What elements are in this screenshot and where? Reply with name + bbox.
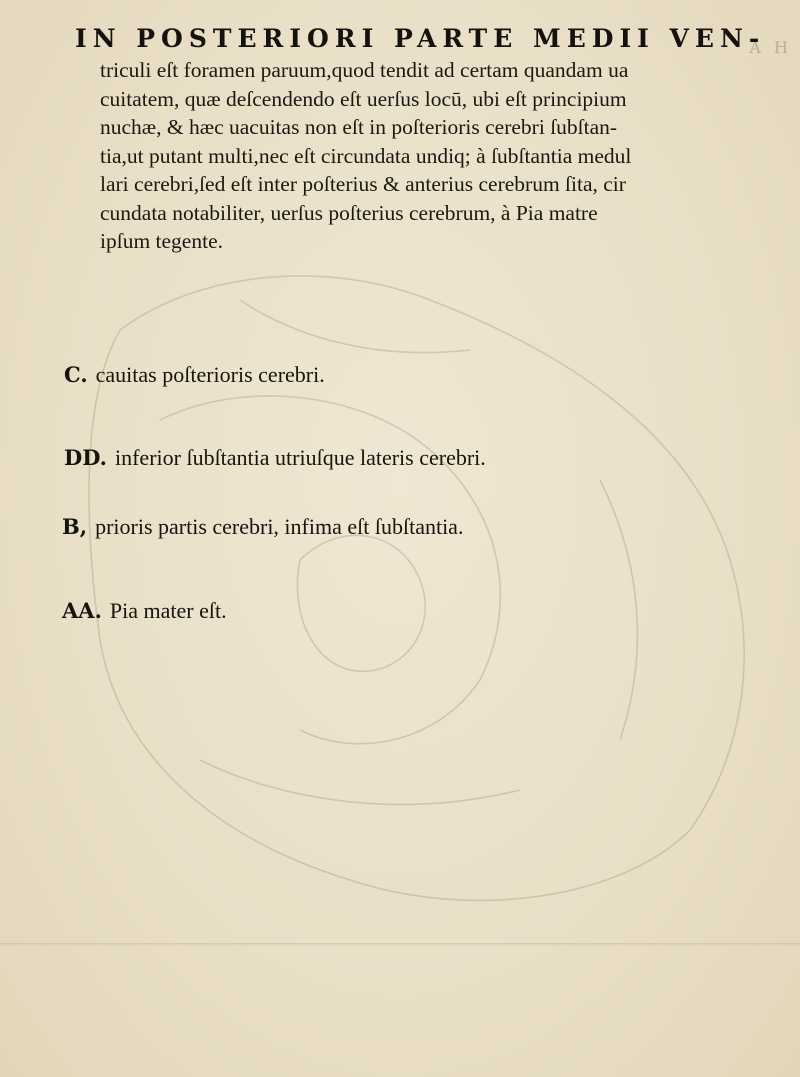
bleed-inner-curve	[297, 535, 425, 671]
legend-text: cauitas poſterioris cerebri.	[95, 362, 325, 387]
legend-entry-b	[62, 512, 463, 542]
paragraph-line: cuitatem, quæ deſcendendo eſt uerſus locū, ubi eſt principium	[100, 86, 627, 111]
legend-text: Pia mater eſt.	[109, 598, 227, 623]
paragraph-line: triculi eſt foramen paruum,quod tendit ad certam quandam ua	[100, 58, 629, 82]
legend-key: AA.	[62, 598, 102, 623]
bleed-right-stroke	[600, 480, 637, 740]
page-fold-shadow	[0, 943, 800, 946]
bleed-lower-stroke	[200, 760, 520, 804]
bleed-through-corner-text: A H	[749, 38, 792, 57]
legend-text: prioris partis cerebri, infima eſt ſubſtantia.	[95, 514, 464, 539]
legend-key: DD.	[64, 445, 107, 470]
page-heading: IN POSTERIORI PARTE MEDII VEN-	[75, 24, 766, 53]
paragraph-line: tia,ut putant multi,nec eſt circundata undiq; à ſubſtantia medul	[100, 143, 632, 168]
legend-entry-aa	[62, 596, 227, 626]
legend-entry-dd	[64, 443, 486, 473]
body-paragraph	[100, 56, 710, 256]
paragraph-line: ipſum tegente.	[100, 229, 223, 253]
paragraph-line: lari cerebri,ſed eſt inter poſterius & anterius cerebrum ſita, cir	[100, 172, 626, 196]
paragraph-line: nuchæ, & hæc uacuitas non eſt in poſterioris cerebri ſubſtan-	[100, 115, 618, 139]
paragraph-line: cundata notabiliter, uerſus poſterius cerebrum, à Pia matre	[100, 200, 598, 225]
legend-entry-c	[64, 360, 325, 390]
bleed-upper-stroke	[240, 300, 470, 353]
legend-key: B,	[62, 514, 88, 539]
legend-key: C.	[64, 362, 88, 387]
legend-text: inferior ſubſtantia utriuſque lateris cerebri.	[114, 445, 486, 470]
